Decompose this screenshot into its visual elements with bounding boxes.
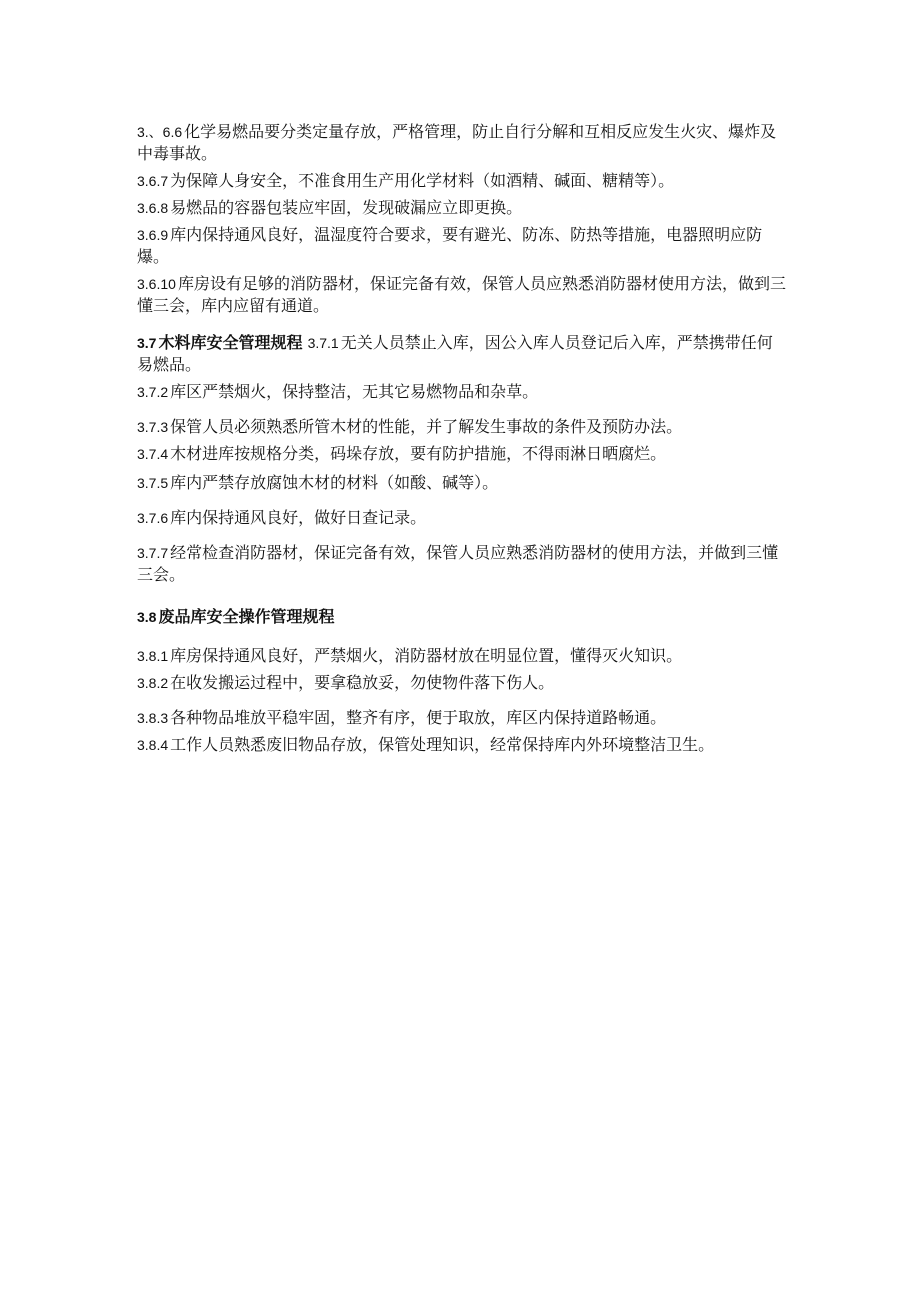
clause-number: 3.7.2 [137, 384, 169, 400]
clause-number: 3.8.1 [137, 648, 169, 664]
clause-number: 3.、6.6 [137, 124, 183, 140]
clause-number: 3.8.4 [137, 737, 169, 753]
section-number: 3.7 [137, 335, 157, 351]
clause-number: 3.7.3 [137, 419, 169, 435]
clause-3-6-10 [137, 273, 787, 317]
clause-number: 3.6.8 [137, 200, 169, 216]
clause-3-8-3 [137, 707, 787, 729]
clause-number: 3.6.10 [137, 276, 176, 292]
clause-text: 工作人员熟悉废旧物品存放，保管处理知识，经常保持库内外环境整洁卫生。 [170, 735, 715, 754]
clause-3-6-7 [137, 170, 787, 192]
clause-number: 3.7.1 [307, 335, 339, 351]
clause-number: 3.6.7 [137, 173, 169, 189]
clause-number: 3.8.3 [137, 710, 169, 726]
clause-text: 库内保持通风良好，做好日查记录。 [170, 508, 427, 527]
clause-text: 化学易燃品要分类定量存放，严格管理，防止自行分解和互相反应发生火灾、爆炸及中毒事故。 [137, 122, 777, 163]
clause-number: 3.8.2 [137, 675, 169, 691]
clause-number: 3.7.7 [137, 545, 169, 561]
clause-3-6-8 [137, 197, 787, 219]
clause-text: 易燃品的容器包装应牢固，发现破漏应立即更换。 [170, 198, 523, 217]
section-title: 废品库安全操作管理规程 [158, 607, 335, 626]
clause-text: 库房保持通风良好，严禁烟火，消防器材放在明显位置，懂得灭火知识。 [170, 646, 683, 665]
clause-3-7-2 [137, 381, 787, 403]
section-3-8 [137, 606, 787, 628]
clause-text: 经常检查消防器材，保证完备有效，保管人员应熟悉消防器材的使用方法，并做到三懂三会。 [137, 543, 779, 584]
section-3-7 [137, 332, 787, 376]
clause-number: 3.7.4 [137, 446, 169, 462]
clause-3-7-7 [137, 542, 787, 586]
clause-number: 3.7.6 [137, 510, 169, 526]
clause-text: 各种物品堆放平稳牢固，整齐有序，便于取放，库区内保持道路畅通。 [170, 708, 667, 727]
clause-text: 无关人员禁止入库，因公入库人员登记后入库，严禁携带任何易燃品。 [137, 333, 773, 374]
clause-3-6-6 [137, 121, 787, 165]
clause-3-7-5 [137, 472, 787, 494]
clause-text: 保管人员必须熟悉所管木材的性能，并了解发生事故的条件及预防办法。 [170, 417, 683, 436]
section-number: 3.8 [137, 609, 157, 625]
clause-text: 库区严禁烟火，保持整洁，无其它易燃物品和杂草。 [170, 382, 539, 401]
clause-3-8-1 [137, 645, 787, 667]
clause-number: 3.7.5 [137, 475, 169, 491]
clause-text: 库房设有足够的消防器材，保证完备有效，保管人员应熟悉消防器材使用方法，做到三懂三会，库内应留有通道。 [137, 274, 786, 315]
clause-text: 库内保持通风良好，温湿度符合要求，要有避光、防冻、防热等措施，电器照明应防爆。 [137, 225, 763, 266]
clause-number: 3.6.9 [137, 227, 169, 243]
clause-text: 木材进库按规格分类，码垛存放，要有防护措施，不得雨淋日晒腐烂。 [170, 444, 667, 463]
clause-3-8-4 [137, 734, 787, 756]
clause-text: 为保障人身安全，不准食用生产用化学材料（如酒精、碱面、糖精等）。 [170, 171, 675, 190]
clause-3-6-9 [137, 224, 787, 268]
section-title: 木料库安全管理规程 [158, 333, 303, 352]
clause-3-8-2 [137, 672, 787, 694]
clause-3-7-3 [137, 416, 787, 438]
clause-text: 在收发搬运过程中，要拿稳放妥，勿使物件落下伤人。 [170, 673, 555, 692]
clause-3-7-4 [137, 443, 787, 465]
document-body [137, 121, 787, 756]
clause-3-7-6 [137, 507, 787, 529]
clause-text: 库内严禁存放腐蚀木材的材料（如酸、碱等）。 [170, 473, 499, 492]
